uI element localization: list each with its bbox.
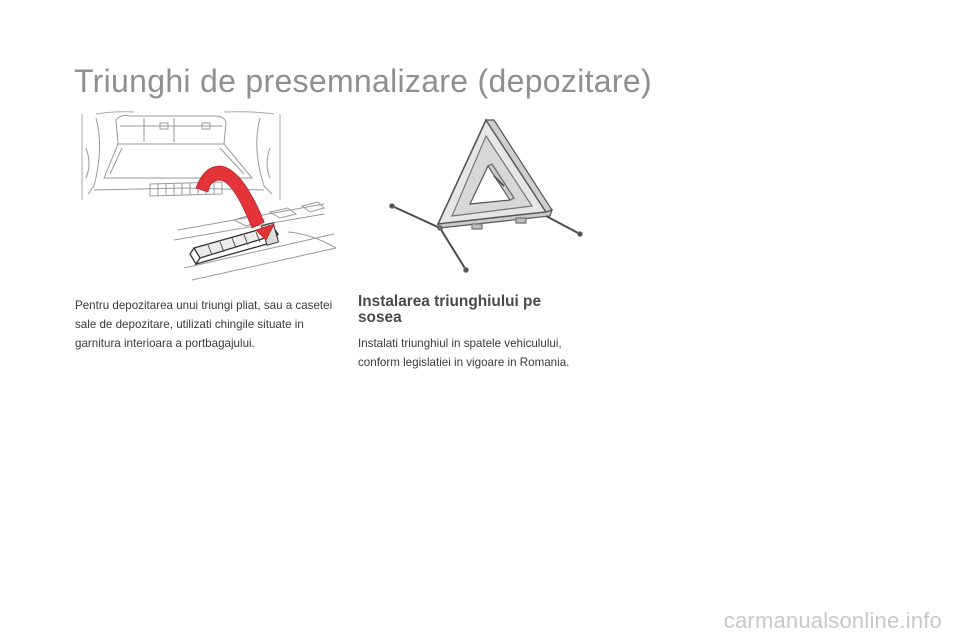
red-arrow-icon (196, 166, 264, 228)
section-heading: Instalarea triunghiului pe sosea (358, 293, 542, 326)
watermark: carmanualsonline.info (723, 608, 942, 633)
warning-triangle-illustration (382, 112, 588, 280)
storage-instructions-text: Pentru depozitarea unui triungi pliat, sau a casetei sale de depozitare, utilizati chingile situate in garnitura interioara a portbagajului. (75, 299, 333, 351)
car-trunk-strap-illustration (74, 108, 336, 284)
page-title: Triunghi de presemnalizare (depozitare) (74, 63, 652, 99)
installation-instructions-text: Instalati triunghiul in spatele vehiculului, conform legislatiei in vigoare in Romania. (358, 337, 570, 370)
